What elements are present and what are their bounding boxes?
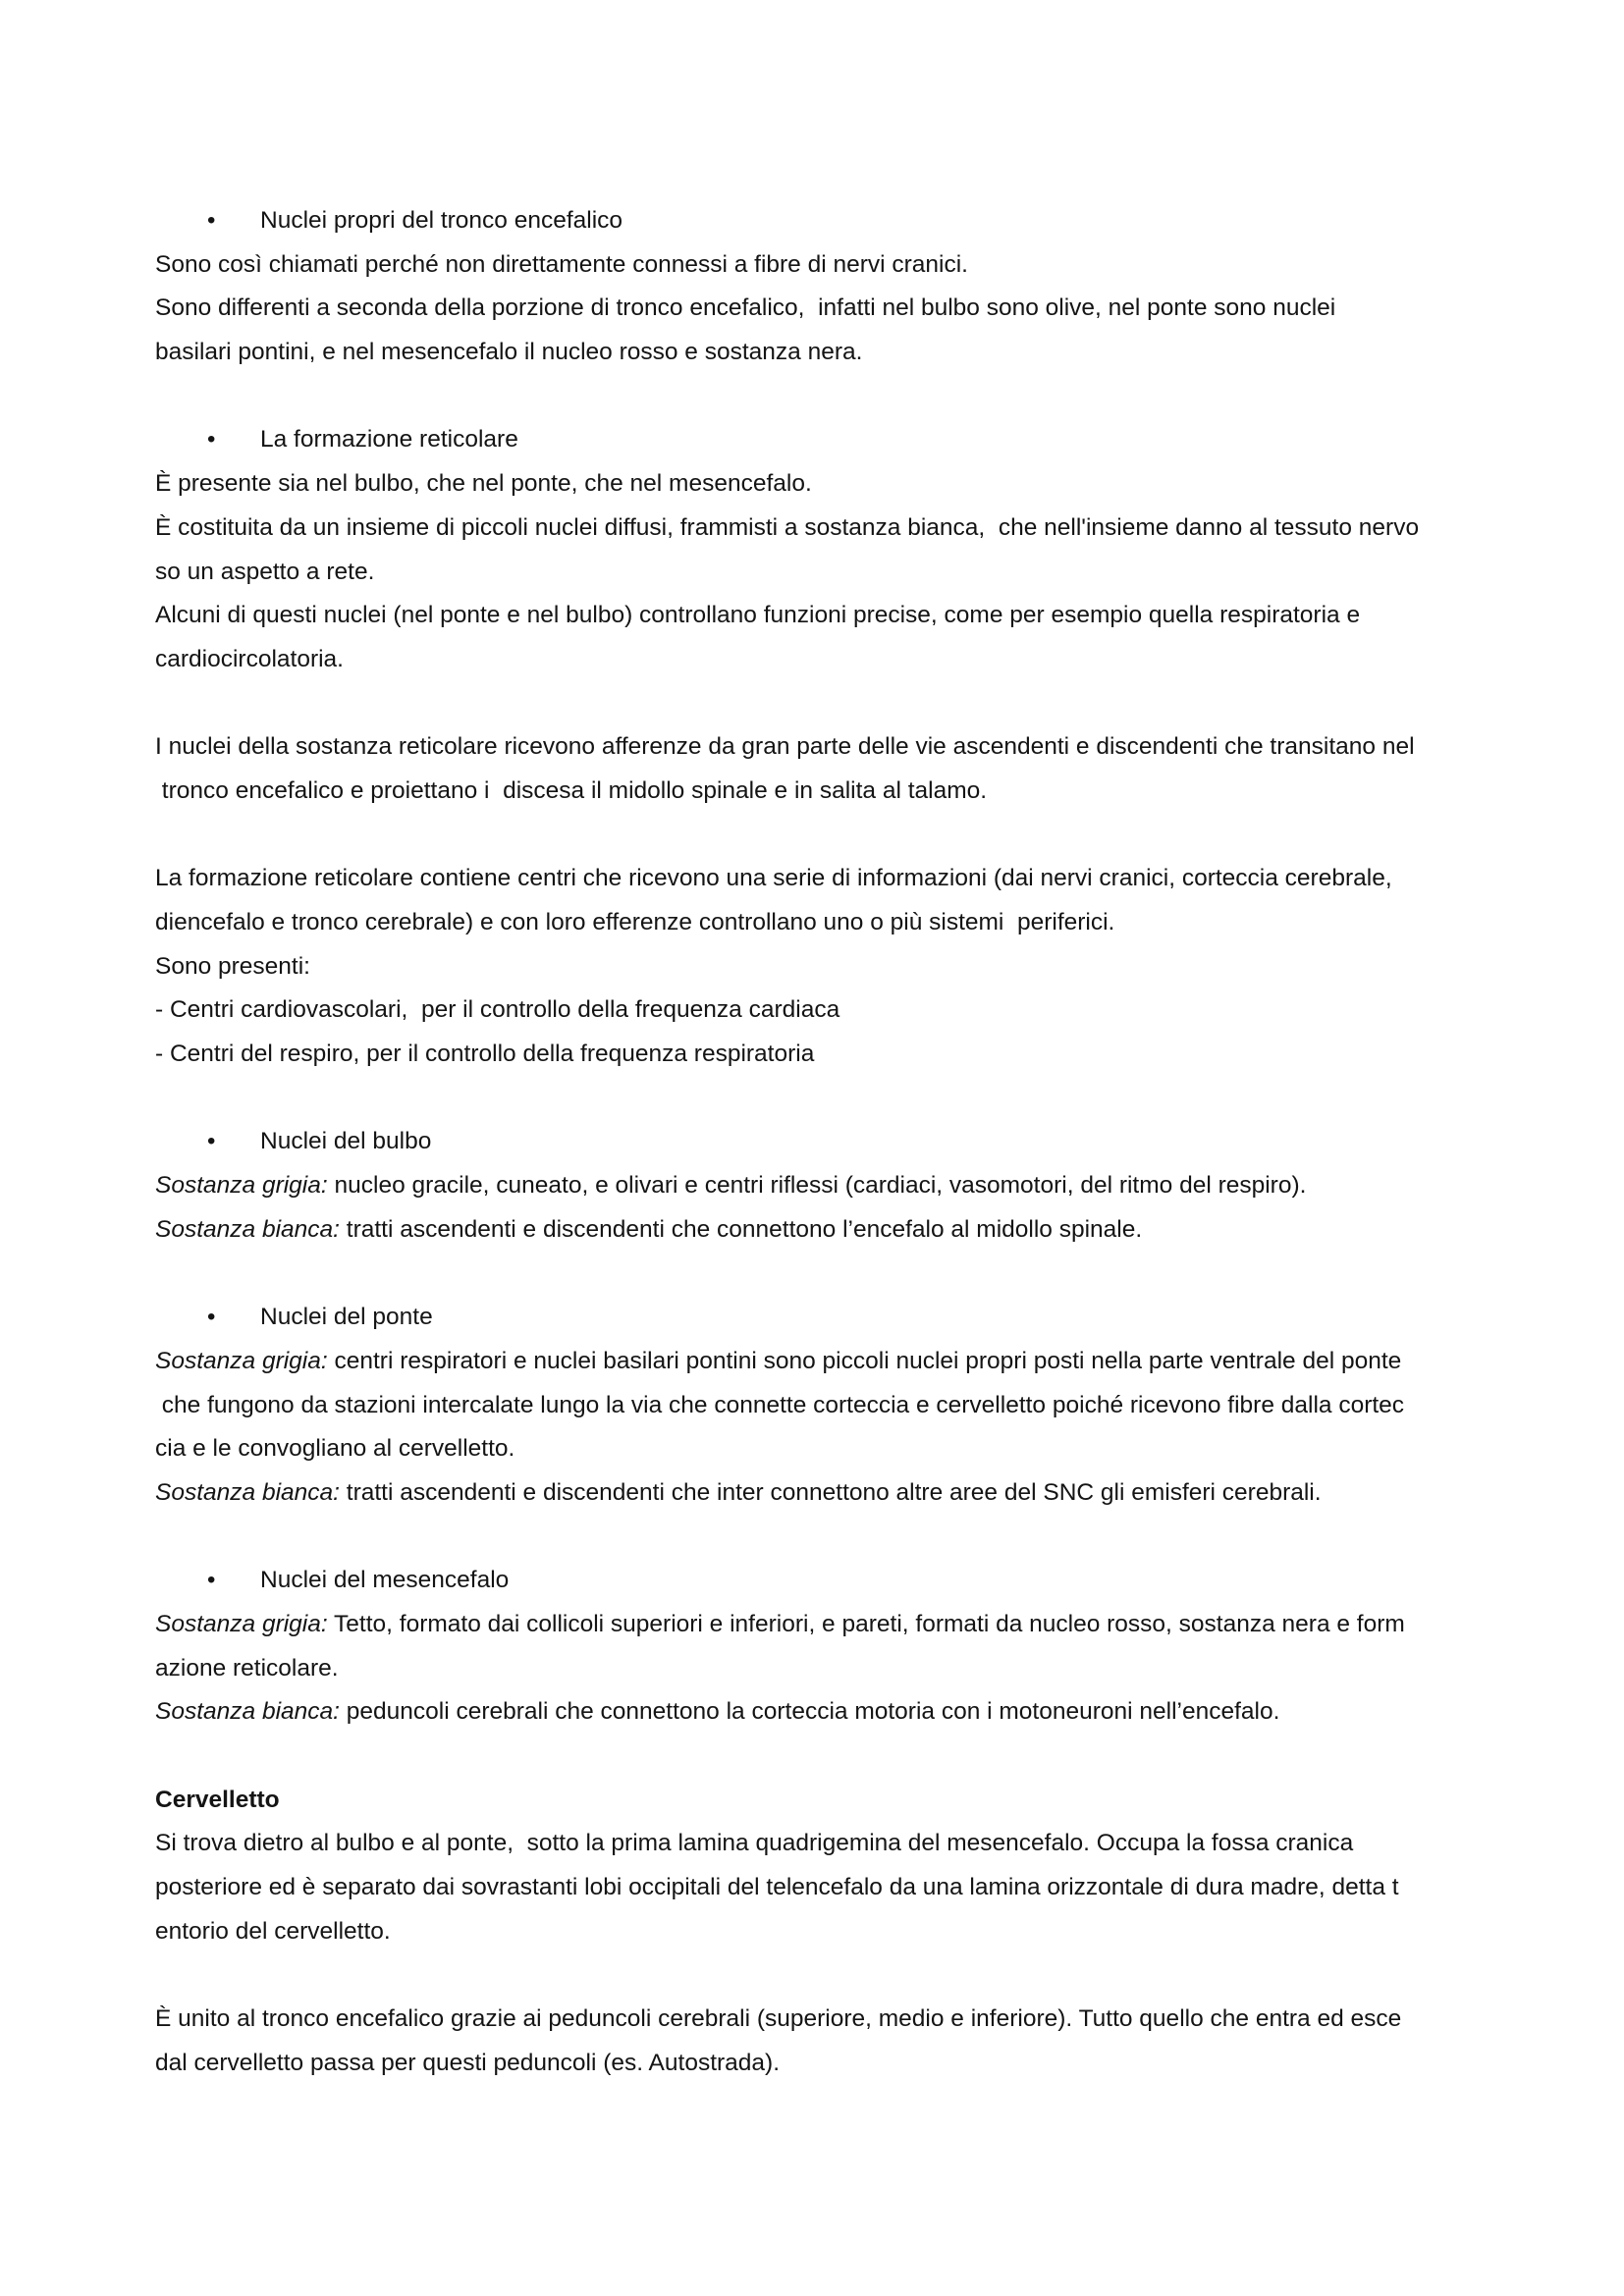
text-line: Sono presenti: [155,952,310,980]
text-line: entorio del cervelletto. [155,1917,391,1945]
text-line: Sono così chiamati perché non direttamente connessi a fibre di nervi cranici. [155,250,968,278]
grigia-text: nucleo gracile, cuneato, e olivari e centri riflessi (cardiaci, vasomotori, del ritmo del respiro). [327,1172,1307,1200]
text-line: È costituita da un insieme di piccoli nuclei diffusi, frammisti a sostanza bianca, che nell'insieme danno al tessuto nervo [155,513,1420,541]
bullet-heading-nuclei-ponte [155,1296,1481,1340]
heading-text: Nuclei propri del tronco encefalico [260,207,623,234]
bullet-heading-formazione-reticolare [155,418,1481,462]
text-line [155,1471,1481,1516]
grigia-label: Sostanza grigia: [155,1611,328,1637]
list-item: - Centri del respiro, per il controllo della frequenza respiratoria [155,1041,815,1068]
heading-text: Nuclei del ponte [260,1304,433,1331]
heading-text: La formazione reticolare [260,426,518,454]
text-line [155,1340,1481,1384]
heading-text: Cervelletto [155,1786,280,1813]
bullet-heading-nuclei-propri [155,199,1481,243]
text-line: basilari pontini, e nel mesencefalo il nucleo rosso e sostanza nera. [155,339,863,366]
text-line: Sono differenti a seconda della porzione di tronco encefalico, infatti nel bulbo sono olive, nel ponte sono nuclei [155,294,1336,322]
page-content [155,199,1481,2086]
bianca-label: Sostanza bianca: [155,1698,340,1726]
text-line: so un aspetto a rete. [155,558,375,585]
grigia-text: Tetto, formato dai collicoli superiori e inferiori, e pareti, formati da nucleo rosso, sostanza nera e form [327,1611,1405,1637]
bullet-heading-nuclei-bulbo [155,1120,1481,1164]
text-line: che fungono da stazioni intercalate lungo la via che connette corteccia e cervelletto poiché ricevono fibre dalla cortec [155,1391,1405,1418]
text-line: tronco encefalico e proiettano i discesa il midollo spinale e in salita al talamo. [155,776,988,804]
section-heading-cervelletto [155,1779,1481,1823]
grigia-label: Sostanza grigia: [155,1172,328,1200]
text-line: I nuclei della sostanza reticolare ricevono afferenze da gran parte delle vie ascendenti e discendenti che transitano nel [155,733,1415,761]
grigia-text: centri respiratori e nuclei basilari pontini sono piccoli nuclei propri posti nella parte ventrale del ponte [327,1347,1402,1374]
text-line: azione reticolare. [155,1654,339,1682]
heading-text: Nuclei del bulbo [260,1128,432,1155]
bullet-icon: • [207,1128,216,1155]
heading-text: Nuclei del mesencefalo [260,1567,510,1594]
text-line: cardiocircolatoria. [155,645,344,672]
bianca-text: peduncoli cerebrali che connettono la corteccia motoria con i motoneuroni nell’encefalo. [339,1698,1280,1726]
text-line: diencefalo e tronco cerebrale) e con loro efferenze controllano uno o più sistemi periferici. [155,909,1115,935]
text-line: Alcuni di questi nuclei (nel ponte e nel bulbo) controllano funzioni precise, come per esempio quella respiratoria e [155,602,1361,629]
text-line: È unito al tronco encefalico grazie ai peduncoli cerebrali (superiore, medio e inferiore). Tutto quello che entra ed esce [155,2005,1402,2033]
text-line [155,1208,1481,1253]
bianca-label: Sostanza bianca: [155,1215,340,1243]
text-line [155,1603,1481,1647]
bianca-text: tratti ascendenti e discendenti che connettono l’encefalo al midollo spinale. [339,1215,1143,1243]
grigia-label: Sostanza grigia: [155,1347,328,1374]
text-line: cia e le convogliano al cervelletto. [155,1435,515,1463]
text-line [155,1690,1481,1735]
text-line: È presente sia nel bulbo, che nel ponte, che nel mesencefalo. [155,470,812,498]
text-line [155,1164,1481,1208]
bianca-label: Sostanza bianca: [155,1478,340,1506]
text-line: dal cervelletto passa per questi peduncoli (es. Autostrada). [155,2049,781,2076]
text-line: posteriore ed è separato dai sovrastanti lobi occipitali del telencefalo da una lamina orizzontale di dura madre, detta t [155,1874,1399,1901]
list-item: - Centri cardiovascolari, per il controllo della frequenza cardiaca [155,996,840,1024]
bullet-icon: • [207,207,216,234]
bullet-icon: • [207,1304,216,1331]
bullet-icon: • [207,1567,216,1594]
bullet-heading-nuclei-mesencefalo [155,1559,1481,1603]
bullet-icon: • [207,426,216,454]
bianca-text: tratti ascendenti e discendenti che inter connettono altre aree del SNC gli emisferi cerebrali. [339,1478,1322,1506]
text-line: La formazione reticolare contiene centri che ricevono una serie di informazioni (dai nervi cranici, corteccia cerebrale, [155,865,1392,892]
text-line: Si trova dietro al bulbo e al ponte, sotto la prima lamina quadrigemina del mesencefalo. Occupa la fossa cranica [155,1830,1354,1857]
